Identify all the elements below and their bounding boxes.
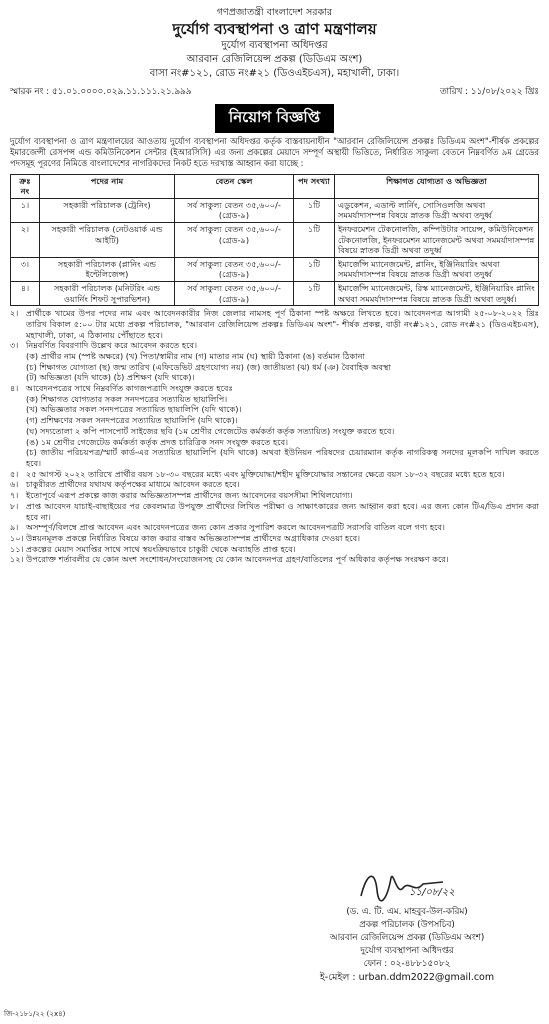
list-item-text: প্রাপ্ত আবেদন যাচাই-বাছাইয়ের পর কেবলমাত্র উপযুক্ত প্রার্থীদের লিখিত পরীক্ষা ও সাক্ষাৎকারের জন্য আহ্বান করা হবে। এর জন্য কোন টিএ/ডিএ প্রদান করা হবে না।	[26, 500, 539, 522]
list-item	[10, 437, 539, 448]
govt-line: গণপ্রজাতন্ত্রী বাংলাদেশ সরকার	[216, 7, 333, 18]
cell-scale: সর্ব সাকুল্য বেতন ৩৫,৬০০/- (গ্রেড-৯)	[175, 281, 294, 305]
col-header: ক্রঃ নং	[11, 174, 40, 198]
list-item-text: (চ) শিক্ষাগত যোগ্যতা (ছ) জন্ম তারিখ (এফিডেভিট গ্রহণযোগ্য নয়) (জ) জাতীয়তা (ঝ) ধর্ম (ঞ) বৈবাহিক অবস্থা	[26, 361, 391, 372]
list-item-text: আবেদনপত্রের সাথে নিম্নবর্ণিত কাগজপত্রাদি সংযুক্ত করতে হবেঃ	[26, 383, 233, 394]
list-item	[10, 544, 539, 555]
list-item-number: ৪।	[10, 383, 19, 394]
cell-scale: সর্ব সাকুল্য বেতন ৩৫,৬০০/- (গ্রেড-৯)	[175, 257, 294, 281]
signatory-name: (ড. এ. টি. এম. মাহবুব-উল-করিম)	[346, 907, 468, 917]
list-item-text: অসম্পূর্ণ/বিলম্বে প্রাপ্ত আবেদন এবং আবেদনপত্রের জন্য কোন প্রকার সুপারিশ করলে আবেদনপত্রটি সরাসরি বাতিল বলে গণ্য হবে।	[26, 522, 445, 533]
cell-qualification: এডুকেশন, এডাল্ট লার্নিং, সোসিওলজি অথবা সমমর্যাদাসম্পন্ন বিষয়ে স্নাতক ডিগ্রী অথবা তদুর্ধ্ব	[335, 198, 539, 222]
table-row	[11, 222, 539, 257]
list-item	[10, 415, 539, 426]
list-item-text: (চ) জাতীয় পরিচয়পত্র/স্মার্ট কার্ড-এর সত্যায়িত ছায়ালিপি (যদি থাকে) অথবা ইউনিয়ন পরিষদের চেয়ারম্যান কর্তৃক নাগরিকত্ব সনদের মূলকপি দাখিল করতে হবে।	[26, 447, 539, 468]
list-item-text: প্রকল্পের মেয়াদ সমাপ্তির সাথে সাথে স্বয়ংক্রিয়ভাবে চাকুরী থেকে অব্যাহতি প্রাপ্ত হবে।	[26, 543, 296, 554]
table-header-row	[11, 174, 539, 198]
memo-row	[10, 84, 539, 99]
notice-title-wrap	[10, 104, 539, 133]
list-item-number: ১২।	[10, 554, 24, 565]
table-row	[11, 198, 539, 222]
cell-qualification: ইমার্জেন্সি ম্যানেজমেন্ট, প্লানিং, ইঞ্জিনিয়ারিং অথবা সমমর্যাদাসম্পন্ন বিষয়ে স্নাতক ডিগ্রী অথবা তদুর্ধ্ব	[335, 257, 539, 281]
intro-paragraph: দুর্যোগ ব্যবস্থাপনা ও ত্রাণ মন্ত্রণালয়ের আওতায় দুর্যোগ ব্যবস্থাপনা অধিদপ্তর কর্তৃক বাস্তবায়নাধীন "আরবান রেজিলিয়েন্স প্রকল্পঃ ডিডিএম অংশ"-শীর্ষক প্রকল্পের ইমারজেন্সী রেসপন্স এন্ড কমিউনিকেশন সেন্টার (ইআরসিসি) এর জন্য প্রকল্পের মেয়াদে সম্পূর্ণ অস্থায়ী ভিত্তিতে, নির্ধারিত সাকুল্য বেতনে নিম্নবর্ণিত ৯ম গ্রেডের পদসমূহ পূরণের নিমিত্তে বাংলাদেশের নাগরিকদের নিকট হতে দরখাস্ত আহ্বান করা যাচ্ছে :	[10, 136, 539, 169]
ministry-title: দুর্যোগ ব্যবস্থাপনা ও ত্রাণ মন্ত্রণালয়	[172, 20, 377, 38]
list-item	[10, 501, 539, 522]
list-item-text: (ক) শিক্ষাগত যোগ্যতার সকল সনদপত্রের সত্যায়িত ছায়ালিপি।	[26, 393, 228, 404]
signature-block	[297, 866, 517, 984]
cell-count: ১টি	[294, 281, 335, 305]
notice-title: নিয়োগ বিজ্ঞপ্তি	[215, 104, 334, 133]
list-item-text: (ঘ) সদ্যতোলা ২ কপি পাসপোর্ট সাইজের ছবি (১ম শ্রেণীর গেজেটেড কর্মকর্তা কর্তৃক সত্যায়িত) সংযুক্ত করতে হবে।	[26, 425, 395, 436]
table-row	[11, 281, 539, 305]
signature-area	[297, 866, 517, 906]
project-line: আরবান রেজিলিয়েন্স প্রকল্প (ডিডিএম অংশ)	[186, 54, 363, 65]
signatory-email: ই-মেইল : urban.ddm2022@gmail.com	[319, 972, 495, 983]
list-item-number: ২।	[10, 308, 19, 319]
list-item-number: ৮।	[10, 500, 19, 511]
list-item-number: ১০।	[10, 532, 24, 543]
col-header: শিক্ষাগত যোগ্যতা ও অভিজ্ঞতা	[335, 174, 539, 198]
list-item	[10, 522, 539, 533]
list-item-text: (গ) প্রশিক্ষণের সকল সনদপত্রের সত্যায়িত ছায়ালিপি (যদি থাকে)।	[26, 415, 238, 426]
col-header: বেতন স্কেল	[175, 174, 294, 198]
list-item-text: (খ) অভিজ্ঞতার সকল সনদপত্রের সত্যায়িত ছায়ালিপি (যদি থাকে)।	[26, 404, 242, 415]
address-line: বাসা নং#১২১, রোড নং#২১ (ডিওএইচএস), মহাখালী, ঢাকা।	[149, 68, 400, 79]
list-item-number: ৭।	[10, 490, 19, 501]
table-row	[11, 257, 539, 281]
list-item-text: ২৫ আগস্ট ২০২২ তারিখে প্রার্থীর বয়স ১৮-৩০ বছরের মধ্যে এবং মুক্তিযোদ্ধা/শহীদ মুক্তিযোদ্ধার সন্তানের ক্ষেত্রে বয়স ১৮-৩২ বছরের মধ্যে হতে হবে।	[26, 468, 505, 479]
cell-scale: সর্ব সাকুল্য বেতন ৩৫,৬০০/- (গ্রেড-৯)	[175, 222, 294, 257]
list-item	[10, 533, 539, 544]
list-item-text: চাকুরীরত প্রার্থীদের যথাযথ কর্তৃপক্ষের মাধ্যমে আবেদন করতে হবে।	[26, 479, 240, 490]
list-item	[10, 479, 539, 490]
list-item-text: (ঙ) ১ম শ্রেণীর গেজেটেড কর্মকর্তা কর্তৃক প্রদত্ত চারিত্রিক সনদ সংযুক্ত করতে হবে।	[26, 436, 289, 447]
list-item-number: ৬।	[10, 479, 19, 490]
cell-sl: ৩।	[11, 257, 40, 281]
list-item	[10, 394, 539, 405]
cell-sl: ১।	[11, 198, 40, 222]
list-item-number: ৫।	[10, 468, 19, 479]
cell-count: ১টি	[294, 257, 335, 281]
cell-post: সহকারী পরিচালক (নেটওয়ার্ক এন্ড আইটি)	[40, 222, 175, 257]
list-item	[10, 383, 539, 394]
cell-count: ১টি	[294, 222, 335, 257]
list-item	[10, 447, 539, 468]
cell-sl: ৪।	[11, 281, 40, 305]
list-item-text: প্রার্থীকে খামের উপর পদের নাম এবং আবেদনকারীর নিজ জেলার নামসহ পূর্ণ ঠিকানা স্পষ্ট অক্ষরে লিখতে হবে। আবেদনপত্র আগামী ২৫-০৮-২০২২ খ্রিঃ তারিখ বিকাল ৫:০০ টার মধ্যে প্রকল্প পরিচালক, "আরবান রেজিলিয়েন্স প্রকল্পঃ ডিডিএম অংশ"- শীর্ষক প্রকল্প, বাড়ী নং#১২১, রোড নং#২১ (ডিওএইচএস), মহাখালী, ঢাকা, এ ঠিকানায় পৌঁছাতে হবে।	[26, 308, 539, 340]
memo-number: স্মারক নং : ৫১.০১.০০০০.০২৯.১১.১১১.২১.৯৯৯	[10, 87, 192, 97]
cell-qualification: ইনফরমেশন টেকনোলজি, কম্পিউটার সায়েন্স, কমিউনিকেশন টেকনোলজি, ইনফরমেশন ম্যানেজমেন্ট অথবা সমমর্যাদাসম্পন্ন বিষয়ে স্নাতক ডিগ্রী অথবা তদুর্ধ্ব	[335, 222, 539, 257]
list-item-number: ১১।	[10, 543, 24, 554]
signatory-designation: প্রকল্প পরিচালক (উপসচিব)	[359, 920, 455, 930]
list-item-text: উপরোক্ত শর্তাবলীর যে কোন অংশ সংশোধন/সংযোজনসহ যে কোন আবেদনপত্র গ্রহণ/বাতিলের পূর্ণ অধিকার কর্তৃপক্ষ সংরক্ষণ করে।	[26, 554, 449, 565]
signature-date: ১১/০৮/২২	[409, 887, 455, 898]
list-item-number: ৩।	[10, 340, 19, 351]
list-item	[10, 490, 539, 501]
conditions-list	[10, 308, 539, 565]
list-item-text: ইতোপূর্বে এরূপ প্রকল্পে কাজ করার অভিজ্ঞতাসম্পন্ন প্রার্থীদের জন্য আবেদনের বয়সসীমা শিথিলযোগ্য।	[26, 490, 353, 501]
signatory-department: দুর্যোগ ব্যবস্থাপনা অধিদপ্তর	[360, 946, 454, 956]
cell-post: সহকারী পরিচালক (প্লানিং এন্ড ইন্টেলিজেন্স)	[40, 257, 175, 281]
cell-qualification: ইমার্জেন্সি ম্যানেজমেন্ট, রিস্ক ম্যানেজমেন্ট, ইঞ্জিনিয়ারিং প্লানিং অথবা সমমর্যাদাসম্পন্ন বিষয়ে স্নাতক ডিগ্রী অথবা তদুর্ধ্ব।	[335, 281, 539, 305]
list-item	[10, 426, 539, 437]
list-item	[10, 362, 539, 373]
footer-code: জি-২১৮১/২২ (২x৪)	[4, 1010, 66, 1018]
list-item	[10, 351, 539, 362]
signatory-project: আরবান রেজিলিয়েন্স প্রকল্প (ডিডিএম অংশ)	[329, 933, 485, 943]
cell-post: সহকারী পরিচালক (মনিটরিং এন্ড ওয়ার্নিং শিফট সুপারভিশন)	[40, 281, 175, 305]
list-item	[10, 469, 539, 480]
cell-scale: সর্ব সাকুল্য বেতন ৩৫,৬০০/- (গ্রেড-৯)	[175, 198, 294, 222]
list-item	[10, 554, 539, 565]
list-item	[10, 340, 539, 351]
department-line: দুর্যোগ ব্যবস্থাপনা অধিদপ্তর	[221, 40, 328, 51]
list-item-number: ৯।	[10, 522, 19, 533]
list-item	[10, 308, 539, 340]
list-item-text: নিম্নবর্ণিত বিবরণাদি উল্লেখ করে আবেদন করতে হবে।	[26, 340, 198, 351]
list-item-text: (ট) অভিজ্ঞতা (যদি থাকে) (ঠ) প্রশিক্ষণ (যদি থাকে)।	[26, 372, 195, 383]
list-item-text: (ক) প্রার্থীর নাম (স্পষ্ট অক্ষরে) (খ) পিতা/স্বামীর নাম (গ) মাতার নাম (ঘ) স্থায়ী ঠিকানা (ঙ) বর্তমান ঠিকানা	[26, 350, 365, 361]
memo-date: তারিখ : ১১/০৮/২০২২ খ্রিঃ	[439, 87, 539, 97]
list-item	[10, 404, 539, 415]
posts-table	[10, 174, 539, 307]
cell-post: সহকারী পরিচালক (ট্রেনিং)	[40, 198, 175, 222]
col-header: পদের নাম	[40, 174, 175, 198]
col-header: পদ সংখ্যা	[294, 174, 335, 198]
list-item-text: উন্নয়নমূলক প্রকল্পে নির্ধারিত বিষয়ে কাজ করার বাস্তব অভিজ্ঞতাসম্পন্ন প্রার্থীদের অগ্রাধিকার দেওয়া হবে।	[26, 532, 361, 543]
list-item	[10, 372, 539, 383]
signatory-phone: ফোন : ০২-৪৮৮১৫০৮২	[363, 959, 451, 969]
cell-sl: ২।	[11, 222, 40, 257]
cell-count: ১টি	[294, 198, 335, 222]
